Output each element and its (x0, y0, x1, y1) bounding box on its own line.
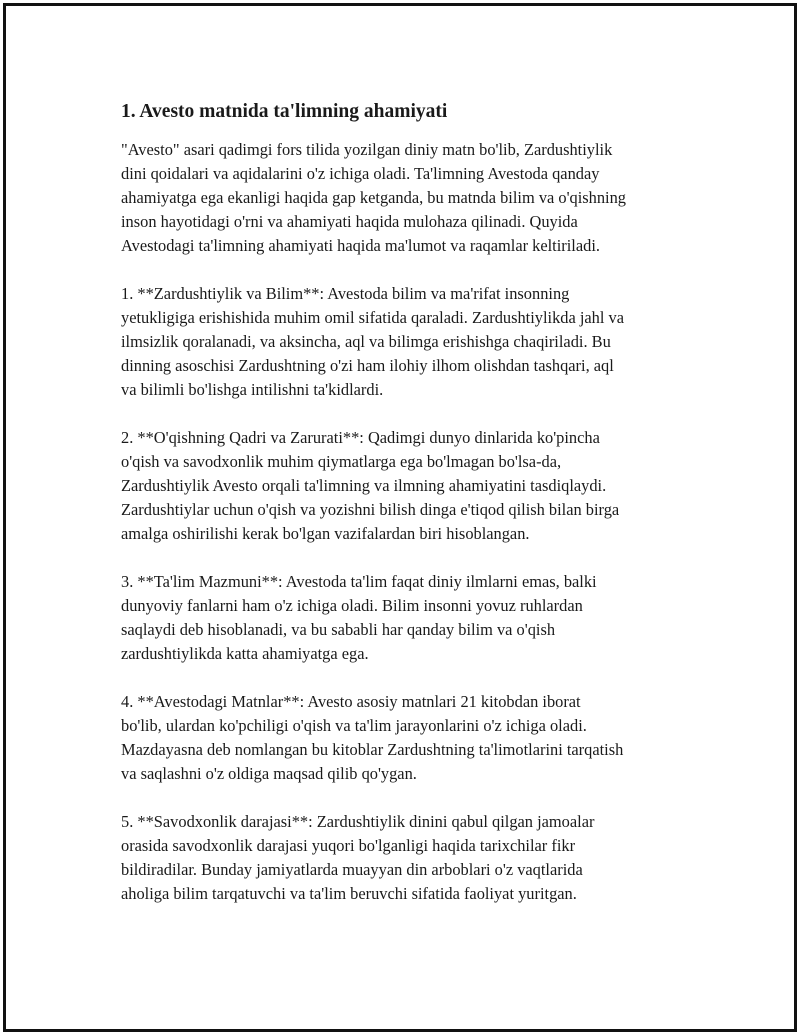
point-3-paragraph: 3. **Ta'lim Mazmuni**: Avestoda ta'lim faqat diniy ilmlarni emas, balki dunyoviy fanlarni ham o'z ichiga oladi. Bilim insonni yovuz ruhlardan saqlaydi deb hisoblanadi, va bu sababli har qanday bilim va o'qish zardushtiylikda katta ahamiyatga ega. (121, 572, 597, 663)
point-1-paragraph: 1. **Zardushtiylik va Bilim**: Avestoda bilim va ma'rifat insonning yetukligiga erishishida muhim omil sifatida qaraladi. Zardushtiylikda jahl va ilmsizlik qoralanadi, va aksincha, aql va bilimga erishishga chaqiriladi. Bu dinning asoschisi Zardushtning o'zi ham ilohiy ilhom olishdan tashqari, aql va bilimli bo'lishga intilishni ta'kidlardi. (121, 284, 624, 399)
point-5-paragraph: 5. **Savodxonlik darajasi**: Zardushtiylik dinini qabul qilgan jamoalar orasida savodxonlik darajasi yuqori bo'lganligi haqida tarixchilar fikr bildiradilar. Bunday jamiyatlarda muayyan din arboblari o'z vaqtlarida aholiga bilim tarqatuvchi va ta'lim beruvchi sifatida faoliyat yuritgan. (121, 812, 595, 903)
section-heading: 1. Avesto matnida ta'limning ahamiyati (121, 101, 448, 122)
point-2-paragraph: 2. **O'qishning Qadri va Zarurati**: Qadimgi dunyo dinlarida ko'pincha o'qish va savodxonlik muhim qiymatlarga ega bo'lmagan bo'lsa-da, Zardushtiylik Avesto orqali ta'limning va ilmning ahamiyatini tasdiqlaydi. Zardushtiylar uchun o'qish va yozishni bilish dinga e'tiqod qilish bilan birga amalga oshirilishi kerak bo'lgan vazifalardan biri hisoblangan. (121, 428, 620, 543)
page-frame (3, 3, 797, 1032)
intro-paragraph: "Avesto" asari qadimgi fors tilida yozilgan diniy matn bo'lib, Zardushtiylik dini qoidalari va aqidalarini o'z ichiga oladi. Ta'limning Avestoda qanday ahamiyatga ega ekanligi haqida gap ketganda, bu matnda bilim va o'qishning inson hayotidagi o'rni va ahamiyati haqida mulohaza qilinadi. Quyida Avestodagi ta'limning ahamiyati haqida ma'lumot va raqamlar keltiriladi. (121, 140, 626, 255)
document-body (121, 98, 701, 930)
point-4-paragraph: 4. **Avestodagi Matnlar**: Avesto asosiy matnlari 21 kitobdan iborat bo'lib, ulardan ko'pchiligi o'qish va ta'lim jarayonlarini o'z ichiga oladi. Mazdayasna deb nomlangan bu kitoblar Zardushtning ta'limotlarini tarqatish va saqlashni o'z oldiga maqsad qilib qo'ygan. (121, 692, 624, 783)
